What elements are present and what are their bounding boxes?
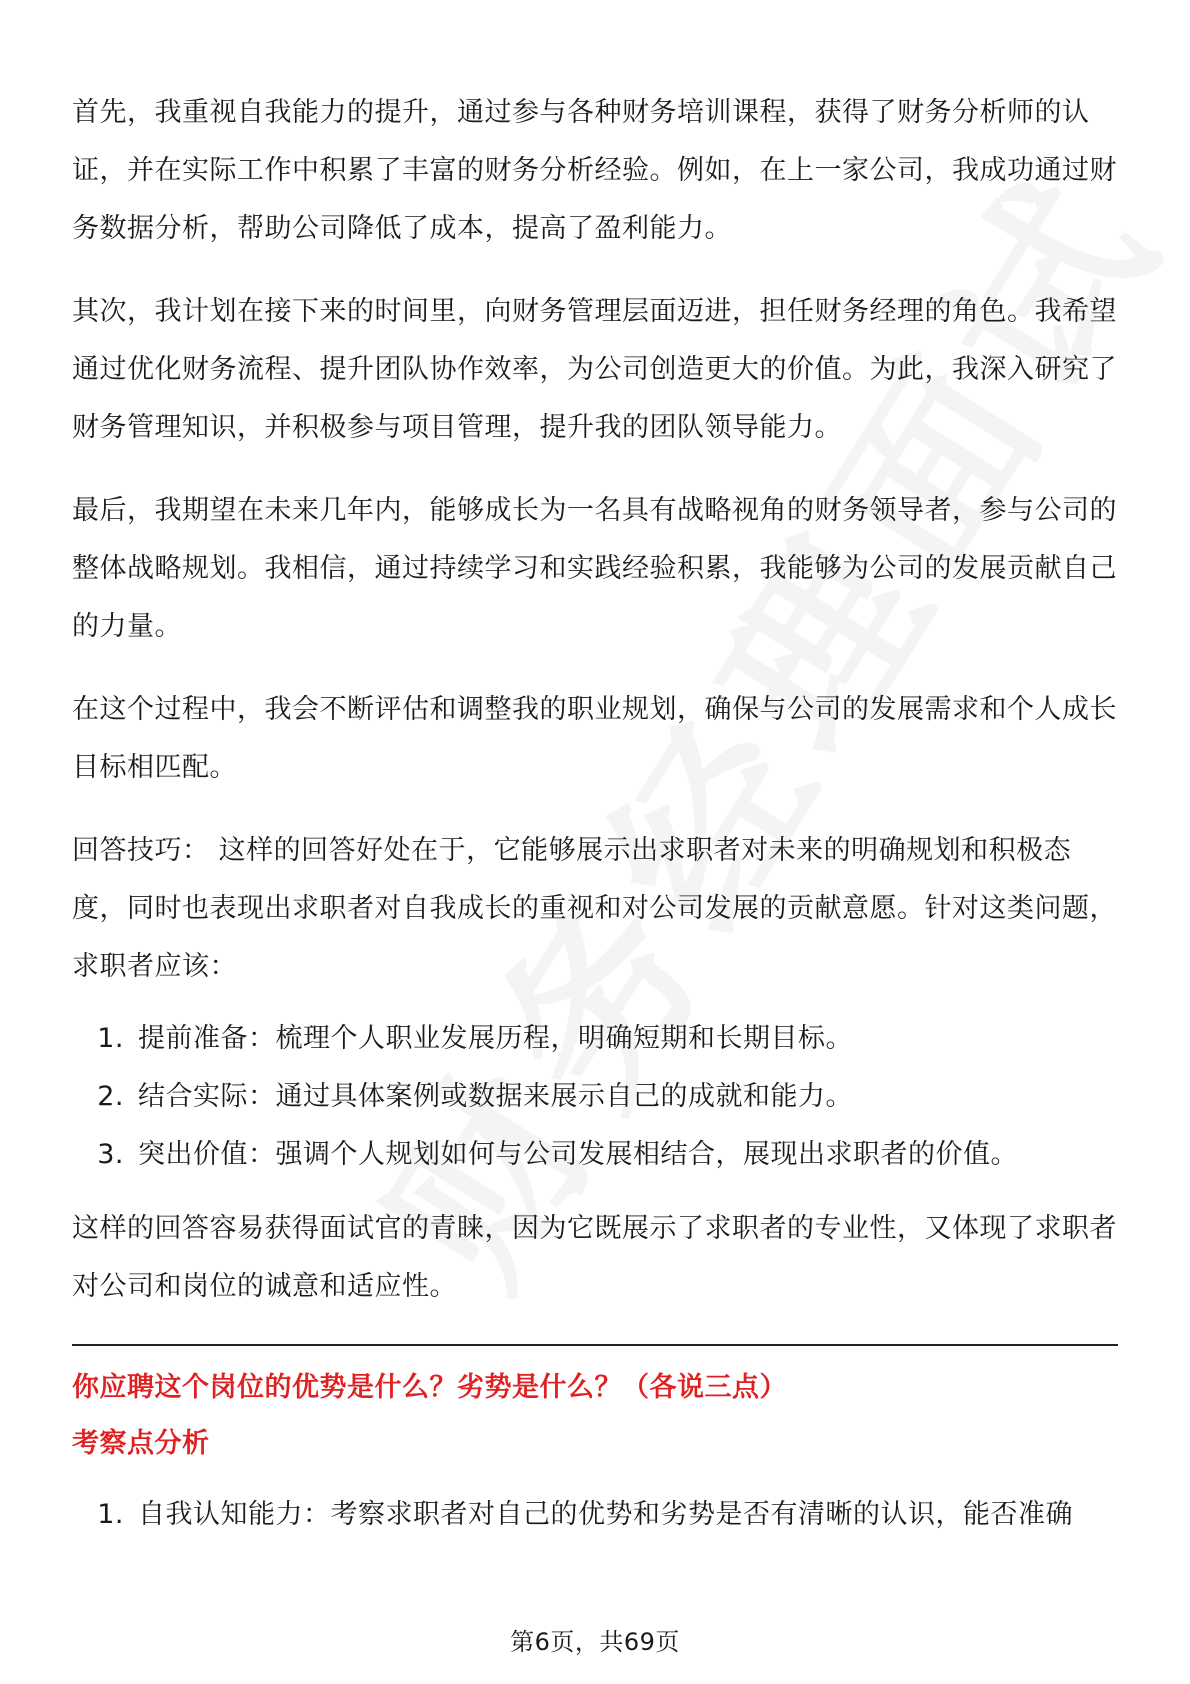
list-text: 自我认知能力：考察求职者对自己的优势和劣势是否有清晰的认识，能否准确 — [138, 1499, 1073, 1530]
paragraph-long-term: 最后，我期望在未来几年内，能够成长为一名具有战略视角的财务领导者，参与公司的整体战略规划。我相信，通过持续学习和实践经验积累，我能够为公司的发展贡献自己的力量。 — [72, 495, 1117, 642]
page-footer: 第6页，共69页 — [510, 1628, 680, 1656]
list-text: 提前准备：梳理个人职业发展历程，明确短期和长期目标。 — [138, 1023, 853, 1054]
paragraph-next-step: 其次，我计划在接下来的时间里，向财务管理层面迈进，担任财务经理的角色。我希望通过优化财务流程、提升团队协作效率，为公司创造更大的价值。为此，我深入研究了财务管理知识，并积极参与项目管理，提升我的团队领导能力。 — [72, 296, 1117, 443]
list-text: 结合实际：通过具体案例或数据来展示自己的成就和能力。 — [138, 1081, 853, 1112]
section-heading: 考察点分析 — [72, 1428, 210, 1459]
list-item — [72, 1068, 1118, 1126]
paragraph-closing: 这样的回答容易获得面试官的青睐，因为它既展示了求职者的专业性，又体现了求职者对公司和岗位的诚意和适应性。 — [72, 1213, 1117, 1302]
tips-list — [72, 1010, 1118, 1184]
section-divider — [72, 1344, 1118, 1346]
list-number: 3. — [97, 1139, 124, 1170]
list-item — [72, 1010, 1118, 1068]
paragraph-answer-tips: 回答技巧： 这样的回答好处在于，它能够展示出求职者对未来的明确规划和积极态度，同时也表现出求职者对自我成长的重视和对公司发展的贡献意愿。针对这类问题，求职者应该： — [72, 835, 1117, 982]
page-content — [72, 84, 1118, 1544]
question-heading: 你应聘这个岗位的优势是什么？劣势是什么？（各说三点） — [72, 1372, 787, 1403]
analysis-list — [72, 1486, 1118, 1544]
paragraph-process: 在这个过程中，我会不断评估和调整我的职业规划，确保与公司的发展需求和个人成长目标相匹配。 — [72, 694, 1117, 783]
list-item — [72, 1126, 1118, 1184]
list-number: 2. — [97, 1081, 124, 1112]
list-number: 1. — [97, 1023, 124, 1054]
paragraph-self-improvement: 首先，我重视自我能力的提升，通过参与各种财务培训课程，获得了财务分析师的认证，并在实际工作中积累了丰富的财务分析经验。例如，在上一家公司，我成功通过财务数据分析，帮助公司降低了成本，提高了盈利能力。 — [72, 97, 1117, 244]
list-text: 突出价值：强调个人规划如何与公司发展相结合，展现出求职者的价值。 — [138, 1139, 1018, 1170]
list-number: 1. — [97, 1499, 124, 1530]
list-item — [72, 1486, 1118, 1544]
